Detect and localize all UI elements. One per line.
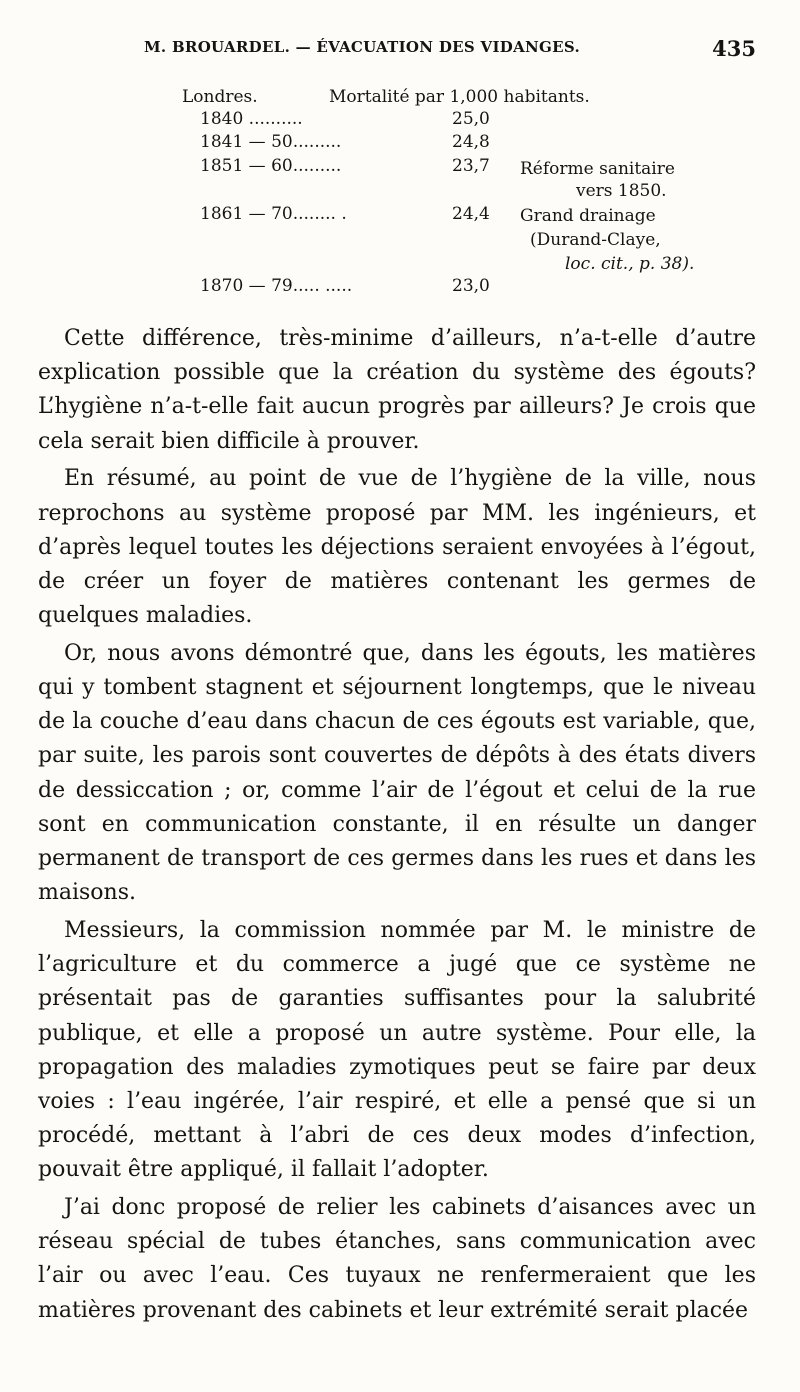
paragraph: J’ai donc proposé de relier les cabinets d’aisances avec un réseau spécial de tubes étanches, sans communication avec l’air ou avec l’eau. Ces tuyaux ne renfermeraient que les matières provenant des cabinets et leur extrémité serait placée [38,1195,756,1323]
table-row-rate: 25,0 [452,109,490,129]
table-city-label: Londres. [182,87,258,107]
table-row-note: Réforme sanitaire [520,159,675,179]
paragraph: Or, nous avons démontré que, dans les égouts, les matières qui y tombent stagnent et séjournent longtemps, que le niveau de la couche d’eau dans chacun de ces égouts est variable, que, par suite, les parois sont couvertes de dépôts à des états divers de dessiccation ; or, comme l’air de l’égout et celui de la rue sont en communication constante, il en résulte un danger permanent de transport de ces germes dans les rues et dans les maisons. [38,640,756,906]
paragraph: Messieurs, la commission nommée par M. le ministre de l’agriculture et du commerce a jugé que ce système ne présentait pas de garanties suffisantes pour la salubrité publique, et elle a proposé un autre système. Pour elle, la propagation des maladies zymotiques peut se faire par deux voies : l’eau ingérée, l’air respiré, et elle a pensé que si un procédé, mettant à l’abri de ces deux modes d’infection, pouvait être appliqué, il fallait l’adopter. [38,917,756,1183]
table-row-period: 1851 — 60......... [200,156,342,176]
table-row-rate: 24,8 [452,132,490,152]
body-text [38,322,756,1331]
table-row-note: Grand drainage [520,206,656,226]
table-row-rate: 23,7 [452,156,490,176]
paragraph: En résumé, au point de vue de l’hygiène de la ville, nous reprochons au système proposé par MM. les ingénieurs, et d’après lequel toutes les déjections seraient envoyées à l’égout, de créer un foyer de matières contenant les germes de quelques maladies. [38,466,756,629]
mortality-table [0,84,800,299]
running-title: M. BROUARDEL. — ÉVACUATION DES VIDANGES. [144,38,581,56]
table-row-note: loc. cit., p. 38). [565,254,695,274]
page-number: 435 [712,36,756,61]
table-column-header: Mortalité par 1,000 habitants. [329,87,590,107]
table-row-period: 1861 — 70........ . [200,204,347,224]
table-row-rate: 23,0 [452,276,490,296]
table-row-note: vers 1850. [576,181,667,201]
page-header [0,36,800,66]
table-row-period: 1841 — 50......... [200,132,342,152]
table-row-rate: 24,4 [452,204,490,224]
paragraph: Cette différence, très-minime d’ailleurs, n’a-t-elle d’autre explication possible que la création du système des égouts? L’hygiène n’a-t-elle fait aucun progrès par ailleurs? Je crois que cela serait bien difficile à prouver. [38,326,756,454]
table-row-note: (Durand-Claye, [530,230,661,250]
table-row-period: 1870 — 79..... ..... [200,276,353,296]
table-row-period: 1840 .......... [200,109,303,129]
